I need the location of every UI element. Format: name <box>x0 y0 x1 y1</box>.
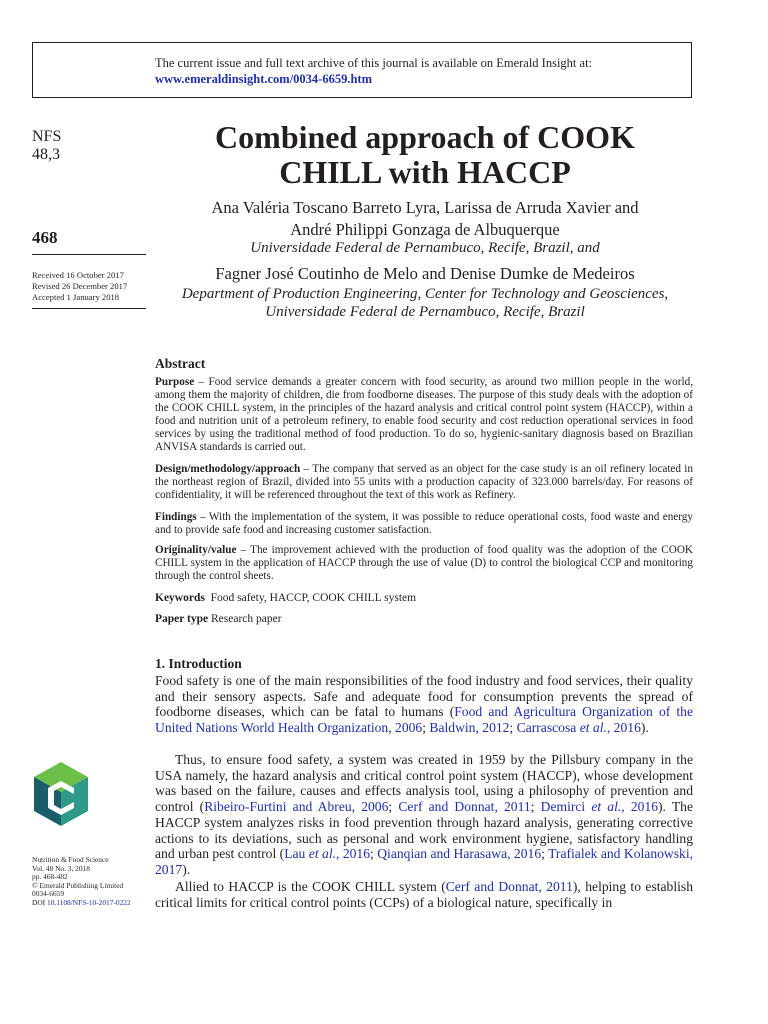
citation-cerf-donnat-2011-b[interactable]: Cerf and Donnat, 2011 <box>445 879 573 894</box>
cite-etal: et al. <box>308 846 336 862</box>
paper-type <box>155 613 282 625</box>
citation-lau-2016[interactable] <box>284 846 370 861</box>
citation-qianqian-2016[interactable]: Qianqian and Harasawa, 2016 <box>377 846 542 862</box>
keywords-text: Food safety, HACCP, COOK CHILL system <box>210 592 417 604</box>
affiliation-1: Universidade Federal de Pernambuco, Recife, Brazil, and <box>250 240 600 256</box>
purpose-text: – Food service demands a greater concern with food security, as around two million people in the world, among them the majority of children, die from foodborne diseases. The purpose of this study deals with the adoption of the COOK CHILL system, in the principles of the hazard analysis and critical control point system (HACCP), within a food and nutrition unit of a petroleum refinery, to enable food security and cost reduction operational services in food services by using the traditional method of food production. To do so, hygienic-sanitary diagnosis based on Brazilian ANVISA standards is carried out. <box>155 376 693 453</box>
imprint-journal: Nutrition & Food Science <box>32 855 109 864</box>
p1-text: Food safety is one of the main responsibilities of the food industry and food services, their quality and their sensory aspects. Safe and adequate food for consumption prevents the spread of foodborne diseases, which can be fatal to humans ( <box>155 673 693 720</box>
keywords <box>155 592 416 604</box>
cite-author: Carrascosa <box>516 720 580 736</box>
p1-sep: ; <box>422 720 430 736</box>
design-label: Design/methodology/approach <box>155 463 301 475</box>
p2-sep: ; <box>370 846 378 862</box>
cite-year: , 2016 <box>606 720 641 736</box>
originality-text: – The improvement achieved with the production of food quality was the adoption of the COOK CHILL system in the application of HACCP through the use of value (D) to control the biological CCP and monitoring through the control sheets. <box>155 544 693 582</box>
p2-mid: ). The HACCP system analyzes risks in food prevention through hazard analysis, generating corrective actions to its deviations, such as personal and work environment hygiene, satisfactory handling and urban pest control ( <box>155 799 693 862</box>
access-notice-box <box>32 42 692 98</box>
affiliation-2-line-1: Department of Production Engineering, Center for Technology and Geosciences, <box>181 286 669 302</box>
abstract-heading: Abstract <box>155 356 206 371</box>
authors-line-1: Ana Valéria Toscano Barreto Lyra, Larissa de Arruda Xavier and <box>211 198 639 217</box>
citation-carrascosa-2016[interactable] <box>517 720 641 735</box>
citation-trafialek-2017[interactable]: Trafialek and Kolanowski, 2017 <box>155 846 693 877</box>
imprint-volume: Vol. 48 No. 3, 2018 <box>32 863 90 873</box>
volume-issue: 48,3 <box>32 146 60 163</box>
cite-author: Lau <box>284 846 309 862</box>
margin-divider-top <box>32 254 146 255</box>
margin-divider-bottom <box>32 308 146 309</box>
design-text: – The company that served as an object for the case study is an oil refinery located in the northeast region of Brazil, divided into 55 units with a production capacity of 323.000 barrels/day. For reasons of confidentiality, it will be referenced throughout the text of this work as Refinery. <box>155 463 693 501</box>
intro-paragraph-2 <box>155 752 693 878</box>
page-number: 468 <box>32 228 58 247</box>
affiliation-2 <box>160 285 690 321</box>
cite-etal: et al. <box>579 720 607 736</box>
article-title <box>160 120 690 190</box>
journal-abbrev: NFS <box>32 128 62 145</box>
cite-author: Demirci <box>540 799 592 815</box>
cite-year: , 2016 <box>336 846 371 862</box>
p2-sep: ; <box>388 799 399 815</box>
accepted-date: Accepted 1 January 2018 <box>32 292 120 302</box>
emerald-logo-icon <box>30 760 92 830</box>
affiliation-2-line-2: Universidade Federal de Pernambuco, Recife, Brazil <box>265 304 585 320</box>
journal-code <box>32 128 61 164</box>
title-line-1: Combined approach of COOK <box>215 119 635 155</box>
authors-line-3: Fagner José Coutinho de Melo and Denise Dumke de Medeiros <box>215 264 635 283</box>
introduction-heading: 1. Introduction <box>155 656 242 671</box>
imprint-doi <box>32 899 131 908</box>
imprint-pages: pp. 468-482 <box>32 872 68 882</box>
access-notice-text: The current issue and full text archive of this journal is available on Emerald Insight at: <box>155 56 593 70</box>
p1-end: ). <box>640 720 649 736</box>
revised-date: Revised 26 December 2017 <box>32 281 128 291</box>
paper-type-label: Paper type <box>155 613 209 625</box>
doi-label: DOI <box>32 897 46 907</box>
p2-sep: ; <box>530 799 541 815</box>
p3-end: ), helping to establish critical limits for critical control points (CCPs) of a biological nature, specifically in <box>155 879 693 910</box>
received-date: Received 16 October 2017 <box>32 270 124 280</box>
purpose-label: Purpose <box>155 376 195 388</box>
authors-line-2: André Philippi Gonzaga de Albuquerque <box>290 220 560 239</box>
authors-group-1 <box>160 197 690 241</box>
abstract-originality <box>155 544 693 583</box>
title-line-2: CHILL with HACCP <box>279 154 571 190</box>
findings-text: – With the implementation of the system, it was possible to reduce operational costs, food waste and energy and to provide safe food and increasing customer satisfaction. <box>155 511 693 536</box>
originality-label: Originality/value <box>155 544 237 556</box>
doi-link[interactable]: 10.1108/NFS-10-2017-0222 <box>47 897 131 907</box>
journal-url-link[interactable]: www.emeraldinsight.com/0034-6659.htm <box>155 72 372 86</box>
citation-demirci-2016[interactable] <box>541 799 658 814</box>
intro-paragraph-1 <box>155 673 693 736</box>
imprint-copyright: © Emerald Publishing Limited <box>32 880 124 890</box>
p1-sep: ; <box>509 720 517 736</box>
p2-text: Thus, to ensure food safety, a system was created in 1959 by the Pillsbury company in the USA namely, the hazard analysis and critical control point system (HACCP), whose development was based on the failure, causes and effects analysis tool, using a philosophy of prevention and control ( <box>155 752 693 815</box>
citation-baldwin-2012[interactable]: Baldwin, 2012 <box>429 720 510 736</box>
intro-paragraph-3 <box>155 879 693 910</box>
citation-cerf-donnat-2011[interactable]: Cerf and Donnat, 2011 <box>398 799 531 815</box>
keywords-label: Keywords <box>155 592 205 604</box>
paper-type-text: Research paper <box>211 613 282 625</box>
findings-label: Findings <box>155 511 197 523</box>
p2-sep: ; <box>541 846 549 862</box>
journal-imprint <box>32 856 131 908</box>
article-dates <box>32 270 127 303</box>
citation-fao-2006[interactable]: Food and Agricultura Organization of the United Nations World Health Organization, 2006 <box>155 704 693 736</box>
abstract-purpose <box>155 376 693 453</box>
cite-year: , 2016 <box>621 799 659 815</box>
cite-etal: et al. <box>591 799 622 815</box>
p2-end: ). <box>182 861 191 877</box>
imprint-issn: 0034-6659 <box>32 889 65 899</box>
citation-ribeiro-furtini-2006[interactable]: Ribeiro-Furtini and Abreu, 2006 <box>204 799 389 815</box>
abstract-design <box>155 463 693 502</box>
p3-text: Allied to HACCP is the COOK CHILL system ( <box>175 879 446 894</box>
abstract-findings <box>155 511 693 537</box>
